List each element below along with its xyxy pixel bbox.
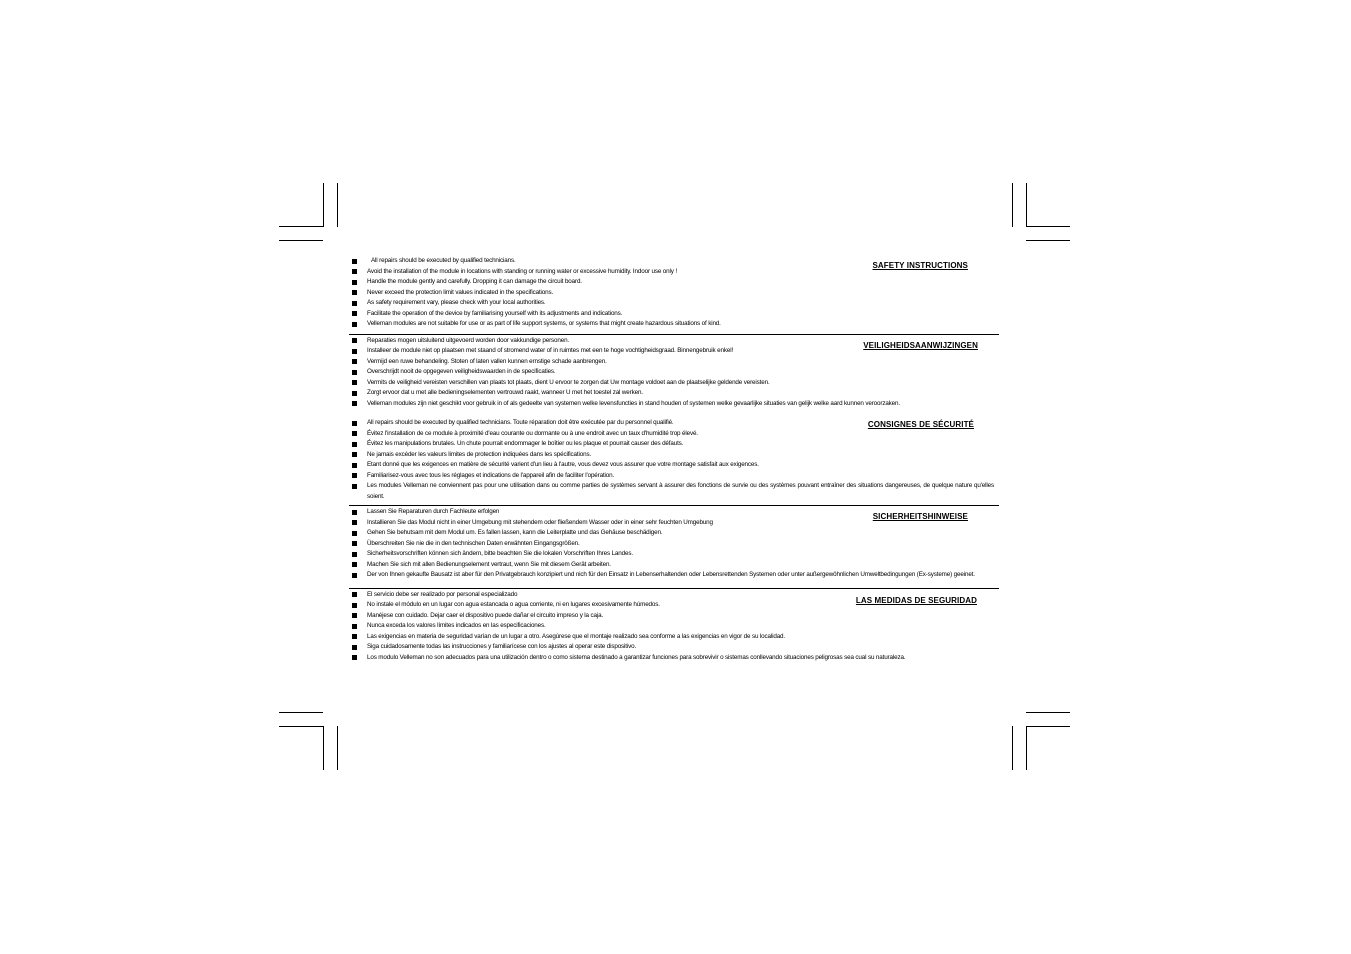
- instruction-list: [349, 507, 999, 581]
- square-bullet-icon: [352, 510, 357, 515]
- square-bullet-icon: [352, 655, 357, 660]
- instruction-list: [349, 336, 999, 410]
- list-item: Vermits de veiligheid vereisten verschillen van plaats tot plaats, dient U ervoor te zorgen dat Uw montage voldoet aan de plaatselijke geldende vereisten.: [349, 378, 999, 389]
- list-item: Installeer de module niet op plaatsen met staand of stromend water of in ruimtes met een te hoge vochtigheidsgraad. Binnengebruik enkel!: [349, 346, 999, 357]
- list-item: Les modules Velleman ne conviennent pas pour une utilisation dans ou comme parties de systèmes servant à assurer des fonctions de survie ou des systèmes pouvant entraîner des situations dangereuses, de quelque nature qu'elles soient.: [349, 481, 999, 502]
- list-item: Facilitate the operation of the device by familiarising yourself with its adjustments and indications.: [349, 309, 999, 320]
- list-item: Never exceed the protection limit values indicated in the specifications.: [349, 288, 999, 299]
- section-title: CONSIGNES DE SÉCURITÉ: [867, 420, 974, 429]
- square-bullet-icon: [352, 645, 357, 650]
- list-item: Machen Sie sich mit allen Bedienungselement vertraut, wenn Sie mit diesem Gerät arbeiten.: [349, 560, 999, 571]
- list-item: Velleman modules zijn niet geschikt voor gebruik in of als gedeelte van systemen welke levensfuncties in stand houden of systemen welke gevaarlijke situaties van gelijk welke aard kunnen veroorzaken.: [349, 399, 999, 410]
- square-bullet-icon: [352, 401, 357, 406]
- list-item: Évitez l'installation de ce module à proximité d'eau courante ou dormante ou à une endroit avec un taux d'humidité trop élevé.: [349, 429, 999, 440]
- instruction-list: [349, 590, 999, 664]
- square-bullet-icon: [352, 391, 357, 396]
- section-title: VEILIGHEIDSAANWIJZINGEN: [863, 340, 978, 350]
- list-item: As safety requirement vary, please check with your local authorities.: [349, 298, 999, 309]
- list-item: Overschrijdt nooit de opgegeven veiligheidswaarden in de specificaties.: [349, 367, 999, 378]
- square-bullet-icon: [352, 431, 357, 436]
- square-bullet-icon: [352, 311, 357, 316]
- square-bullet-icon: [352, 473, 357, 478]
- square-bullet-icon: [352, 463, 357, 468]
- list-item: Vermijd een ruwe behandeling. Stoten of laten vallen kunnen ernstige schade aanbrengen.: [349, 357, 999, 368]
- square-bullet-icon: [352, 322, 357, 327]
- square-bullet-icon: [352, 421, 357, 426]
- list-item: Las exigencias en materia de seguridad varían de un lugar a otro. Asegúrese que el montaje realizado sea conforme a las exigencias en vigor de su localidad.: [349, 632, 999, 643]
- square-bullet-icon: [352, 592, 357, 597]
- section-title: SICHERHEITSHINWEISE: [872, 512, 968, 521]
- list-item: Manéjese con cuidado. Dejar caer el dispositivo puede dañar el circuito impreso y la caja.: [349, 611, 999, 622]
- section-safety-instructions-de: [349, 505, 999, 588]
- list-item: Zorgt ervoor dat u met alle bedieningselementen vertrouwd raakt, wanneer U met het toestel zal werken.: [349, 388, 999, 399]
- square-bullet-icon: [352, 349, 357, 354]
- list-item: El servicio debe ser realizado por personal especializado: [349, 590, 999, 601]
- safety-instructions-page: [349, 255, 999, 667]
- list-item: Ne jamais excéder les valeurs limites de protection indiquées dans les spécifications.: [349, 450, 999, 461]
- square-bullet-icon: [352, 541, 357, 546]
- list-item: Installieren Sie das Modul nicht in einer Umgebung mit stehendem oder fließendem Wasser oder in einer sehr feuchten Umgebung: [349, 518, 999, 529]
- list-item: Lassen Sie Reparaturen durch Fachleute erfolgen: [349, 507, 999, 518]
- square-bullet-icon: [352, 359, 357, 364]
- list-item: No instale el módulo en un lugar con agua estancada o agua corriente, ni en lugares excesivamente húmedos.: [349, 600, 999, 611]
- square-bullet-icon: [352, 338, 357, 343]
- square-bullet-icon: [352, 613, 357, 618]
- section-safety-instructions-es: [349, 588, 999, 668]
- list-item: Gehen Sie behutsam mit dem Modul um. Es fallen lassen, kann die Leiterplatte und das Gehäuse beschädigen.: [349, 528, 999, 539]
- square-bullet-icon: [352, 520, 357, 525]
- section-title: SAFETY INSTRUCTIONS: [872, 261, 968, 270]
- list-item: Évitez les manipulations brutales. Un chute pourrait endommager le boîtier ou les plaque et pourrait causer des défauts.: [349, 439, 999, 450]
- list-item: Sicherheitsvorschriften können sich ändern, bitte beachten Sie die lokalen Vorschriften Ihres Landes.: [349, 549, 999, 560]
- square-bullet-icon: [352, 290, 357, 295]
- list-item: Nunca exceda los valores límites indicados en las especificaciones.: [349, 621, 999, 632]
- square-bullet-icon: [352, 301, 357, 306]
- square-bullet-icon: [352, 442, 357, 447]
- square-bullet-icon: [352, 452, 357, 457]
- section-safety-instructions-en: [349, 255, 999, 334]
- square-bullet-icon: [352, 531, 357, 536]
- square-bullet-icon: [352, 484, 357, 489]
- instruction-list: [349, 418, 999, 502]
- list-item: All repairs should be executed by qualified technicians.: [349, 256, 999, 267]
- square-bullet-icon: [352, 603, 357, 608]
- square-bullet-icon: [352, 573, 357, 578]
- square-bullet-icon: [352, 634, 357, 639]
- square-bullet-icon: [352, 370, 357, 375]
- square-bullet-icon: [352, 259, 357, 264]
- list-item: Etant donné que les exigences en matière de sécurité varient d'un lieu à l'autre, vous devez vous assurer que votre montage satisfait aux exigences.: [349, 460, 999, 471]
- list-item: Avoid the installation of the module in locations with standing or running water or excessive humidity. Indoor use only !: [349, 267, 999, 278]
- instruction-list: [349, 256, 999, 330]
- square-bullet-icon: [352, 624, 357, 629]
- section-safety-instructions-fr: [349, 417, 999, 505]
- list-item: Los modulo Velleman no son adecuados para una utilización dentro o como sistema destinado a garantizar funciones para sobrevivir o sistemas conllevando situaciones peligrosas sea cual su naturaleza.: [349, 653, 999, 664]
- list-item: Der von Ihnen gekaufte Bausatz ist aber für den Privatgebrauch konzipiert und nich für den Einsatz in Lebenserhaltenden oder Lebensrettenden Systemen oder unter außergewöhnlichen Umweltbedingungen (Ex-systeme) geeinet.: [349, 570, 999, 581]
- square-bullet-icon: [352, 562, 357, 567]
- list-item: Reparaties mogen uitsluitend uitgevoerd worden door vakkundige personen.: [349, 336, 999, 347]
- list-item: Siga cuidadosamente todas las instrucciones y familiarícese con los ajustes al operar este dispositivo.: [349, 642, 999, 653]
- list-item: Überschreiten Sie nie die in den technischen Daten erwähnten Eingangsgrößen.: [349, 539, 999, 550]
- square-bullet-icon: [352, 280, 357, 285]
- square-bullet-icon: [352, 269, 357, 274]
- list-item: Handle the module gently and carefully. Dropping it can damage the circuit board.: [349, 277, 999, 288]
- section-safety-instructions-nl: [349, 334, 999, 418]
- list-item: Familiarisez-vous avec tous les réglages et indications de l'appareil afin de faciliter l'opération.: [349, 471, 999, 482]
- list-item: All repairs should be executed by qualified technicians. Toute réparation doit être exécutée par du personnel qualifié.: [349, 418, 999, 429]
- square-bullet-icon: [352, 552, 357, 557]
- section-title: LAS MEDIDAS DE SEGURIDAD: [855, 595, 977, 605]
- list-item: Velleman modules are not suitable for use or as part of life support systems, or systems that might create hazardous situations of kind.: [349, 319, 999, 330]
- square-bullet-icon: [352, 380, 357, 385]
